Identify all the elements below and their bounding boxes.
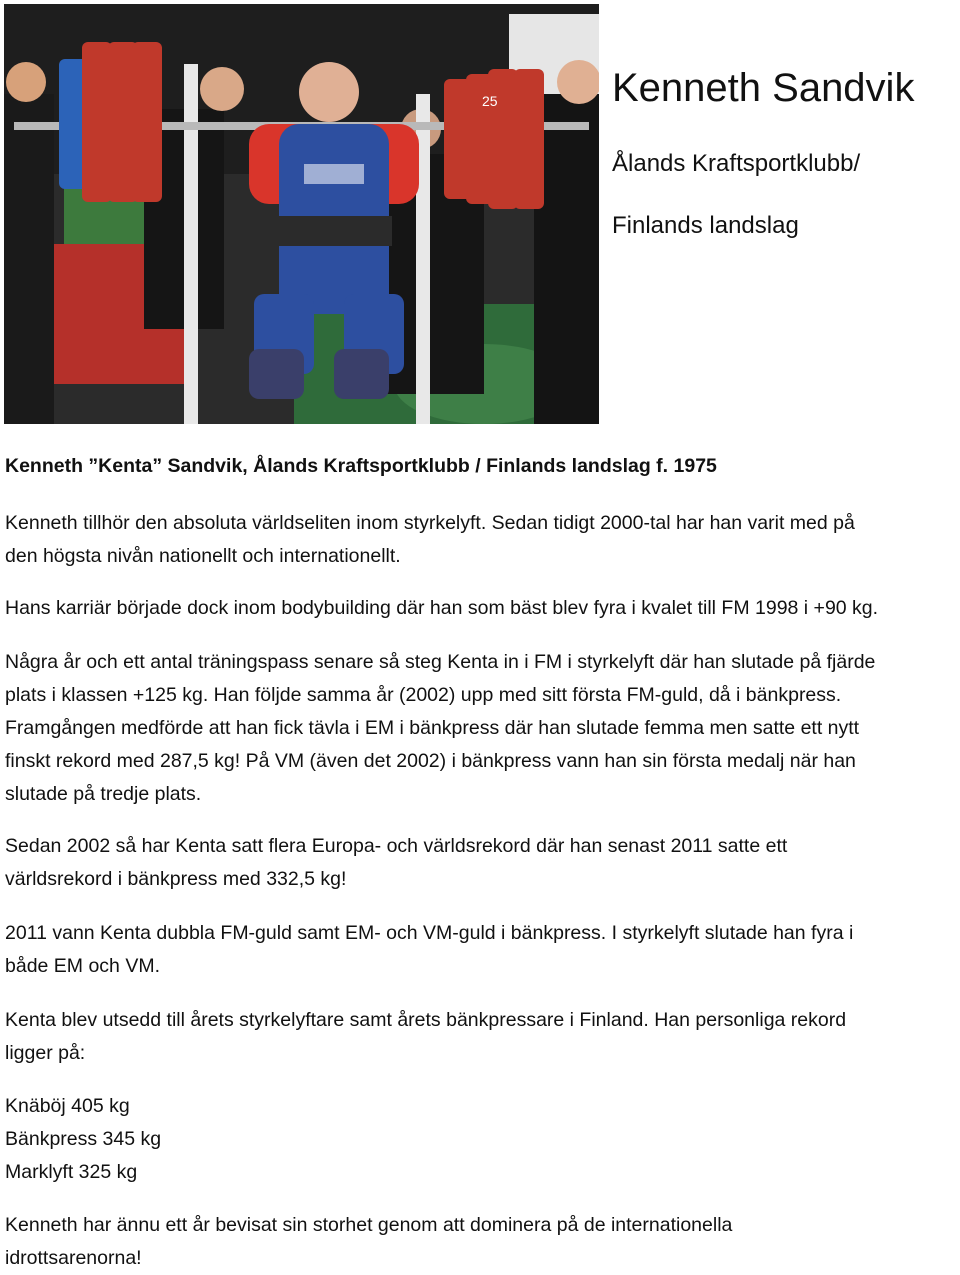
article-heading: Kenneth ”Kenta” Sandvik, Ålands Kraftsportklubb / Finlands landslag f. 1975 xyxy=(5,455,717,477)
record-deadlift: Marklyft 325 kg xyxy=(5,1161,138,1183)
athlete-photo xyxy=(4,4,599,424)
paragraph-line: Framgången medförde att han fick tävla i EM i bänkpress där han slutade femma men satte ett nytt xyxy=(5,717,860,739)
paragraph-1 xyxy=(5,507,955,573)
person-name: Kenneth Sandvik xyxy=(612,66,915,110)
paragraph-3 xyxy=(5,646,955,811)
club-name: Ålands Kraftsportklubb/ xyxy=(612,150,861,177)
paragraph-line: Kenneth har ännu ett år bevisat sin storhet genom att dominera på de internationella xyxy=(5,1214,733,1236)
record-bench: Bänkpress 345 kg xyxy=(5,1128,162,1150)
records-list xyxy=(5,1090,955,1189)
paragraph-line: 2011 vann Kenta dubbla FM-guld samt EM- och VM-guld i bänkpress. I styrkelyft slutade han fyra i xyxy=(5,922,854,944)
paragraph-line: Hans karriär började dock inom bodybuilding där han som bäst blev fyra i kvalet till FM 1998 i +90 kg. xyxy=(5,597,879,619)
paragraph-line: plats i klassen +125 kg. Han följde samma år (2002) upp med sitt första FM-guld, då i bänkpress. xyxy=(5,684,842,706)
paragraph-7 xyxy=(5,1209,955,1275)
photo-illustration xyxy=(4,4,599,424)
paragraph-4 xyxy=(5,830,955,896)
paragraph-line: världsrekord i bänkpress med 332,5 kg! xyxy=(5,868,347,890)
paragraph-line: slutade på tredje plats. xyxy=(5,783,202,805)
paragraph-line: Kenta blev utsedd till årets styrkelyftare samt årets bänkpressare i Finland. Han personliga rekord xyxy=(5,1009,847,1031)
paragraph-line: Sedan 2002 så har Kenta satt flera Europa- och världsrekord där han senast 2011 satte ett xyxy=(5,835,788,857)
paragraph-5 xyxy=(5,917,955,983)
paragraph-line: finskt rekord med 287,5 kg! På VM (även det 2002) i bänkpress vann han sin första medalj när han xyxy=(5,750,856,772)
paragraph-line: ligger på: xyxy=(5,1042,86,1064)
plate-label: 25 xyxy=(482,93,498,109)
record-squat: Knäböj 405 kg xyxy=(5,1095,130,1117)
paragraph-line: idrottsarenorna! xyxy=(5,1247,142,1269)
team-name: Finlands landslag xyxy=(612,212,799,239)
paragraph-line: Kenneth tillhör den absoluta världseliten inom styrkelyft. Sedan tidigt 2000-tal har han varit med på xyxy=(5,512,855,534)
paragraph-line: Några år och ett antal träningspass senare så steg Kenta in i FM i styrkelyft där han slutade på fjärde xyxy=(5,651,876,673)
paragraph-6 xyxy=(5,1004,955,1070)
paragraph-2 xyxy=(5,592,955,625)
paragraph-line: både EM och VM. xyxy=(5,955,160,977)
paragraph-line: den högsta nivån nationellt och internationellt. xyxy=(5,545,401,567)
